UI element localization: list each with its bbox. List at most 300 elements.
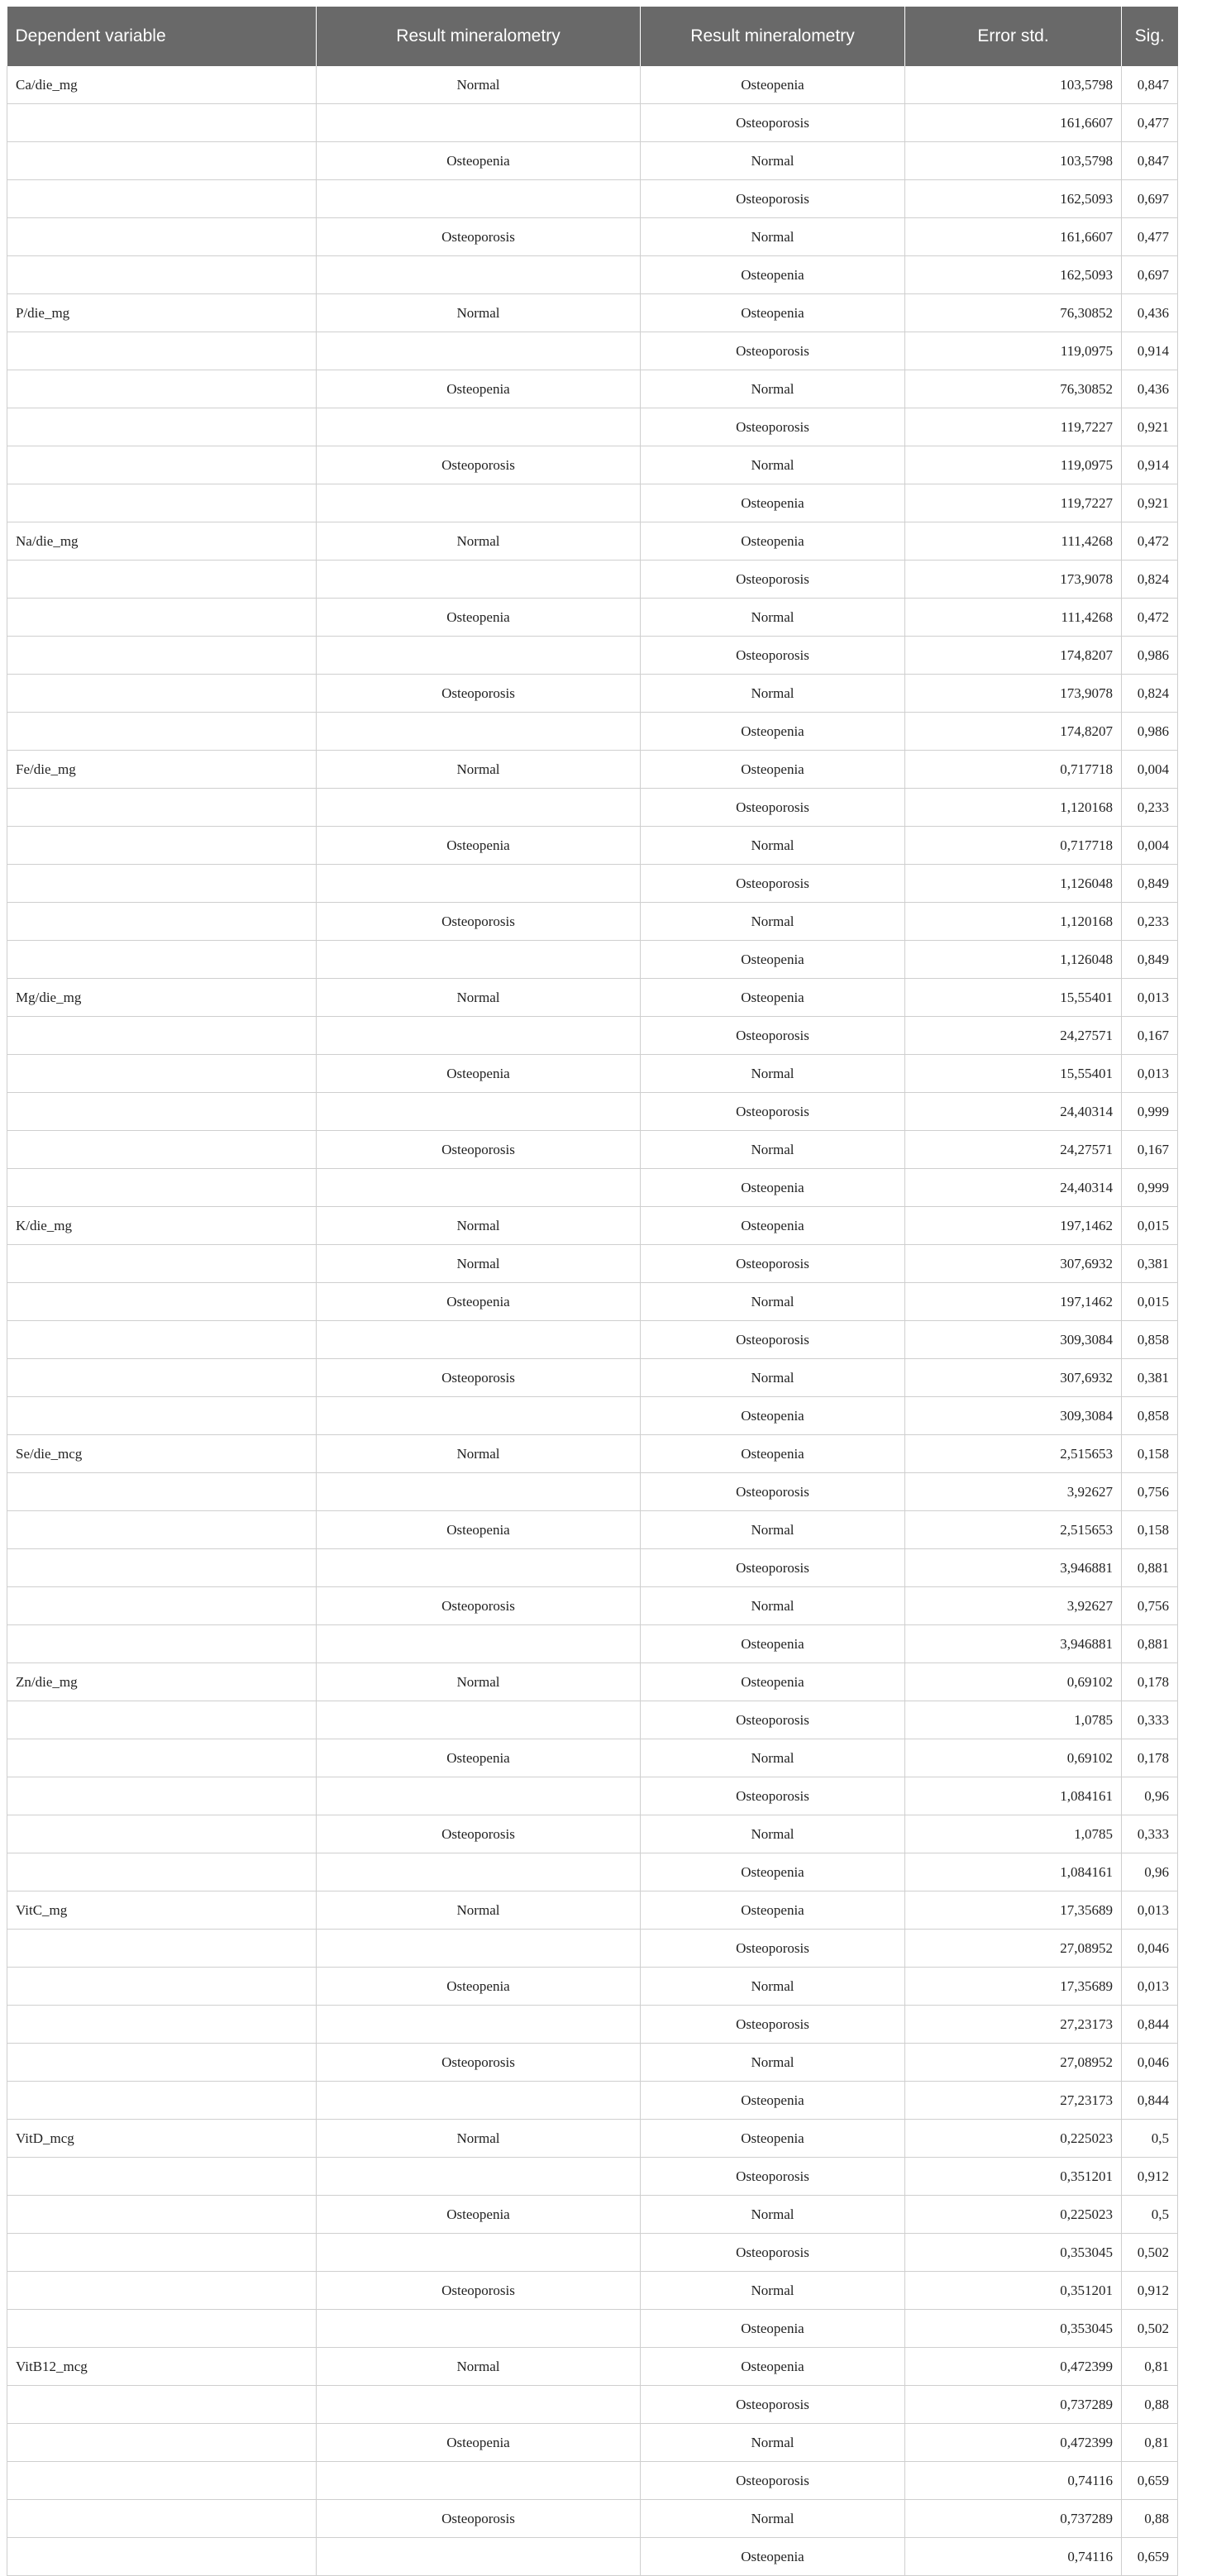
dependent-variable-cell [7,1511,317,1549]
table-row [7,2082,1178,2120]
sig-cell: 0,88 [1122,2500,1178,2538]
result-mineralometry-i-cell [317,408,641,446]
result-mineralometry-j-cell: Normal [641,1359,905,1397]
sig-cell: 0,472 [1122,599,1178,637]
sig-cell: 0,046 [1122,2044,1178,2082]
table-row [7,1930,1178,1968]
table-row [7,484,1178,522]
sig-cell: 0,013 [1122,1055,1178,1093]
result-mineralometry-j-cell: Osteoporosis [641,789,905,827]
result-mineralometry-j-cell: Normal [641,370,905,408]
result-mineralometry-j-cell: Normal [641,2044,905,2082]
sig-cell: 0,158 [1122,1511,1178,1549]
result-mineralometry-i-cell: Osteoporosis [317,1587,641,1625]
error-std-cell: 24,40314 [905,1093,1122,1131]
result-mineralometry-j-cell: Normal [641,2424,905,2462]
result-mineralometry-i-cell: Osteopenia [317,1968,641,2006]
sig-cell: 0,015 [1122,1207,1178,1245]
result-mineralometry-i-cell: Normal [317,1245,641,1283]
error-std-cell: 111,4268 [905,522,1122,561]
table-row [7,1321,1178,1359]
dependent-variable-cell: Se/die_mcg [7,1435,317,1473]
table-row [7,751,1178,789]
table-row [7,1739,1178,1777]
result-mineralometry-i-cell: Osteoporosis [317,446,641,484]
header-sig: Sig. [1122,7,1178,66]
result-mineralometry-j-cell: Normal [641,142,905,180]
table-row [7,1625,1178,1663]
table-row [7,142,1178,180]
table-row [7,1891,1178,1930]
result-mineralometry-i-cell: Osteoporosis [317,218,641,256]
result-mineralometry-j-cell: Normal [641,1739,905,1777]
table-row [7,1283,1178,1321]
result-mineralometry-j-cell: Normal [641,1131,905,1169]
result-mineralometry-i-cell: Osteoporosis [317,1815,641,1853]
result-mineralometry-i-cell: Normal [317,979,641,1017]
result-mineralometry-j-cell: Osteopenia [641,522,905,561]
error-std-cell: 0,69102 [905,1663,1122,1701]
table-row [7,1055,1178,1093]
result-mineralometry-j-cell: Normal [641,1511,905,1549]
result-mineralometry-i-cell [317,865,641,903]
table-row [7,789,1178,827]
error-std-cell: 173,9078 [905,675,1122,713]
table-row [7,1549,1178,1587]
sig-cell: 0,477 [1122,104,1178,142]
error-std-cell: 119,7227 [905,408,1122,446]
result-mineralometry-j-cell: Osteopenia [641,979,905,1017]
result-mineralometry-j-cell: Normal [641,903,905,941]
result-mineralometry-i-cell [317,256,641,294]
result-mineralometry-i-cell: Osteoporosis [317,1359,641,1397]
table-row [7,332,1178,370]
result-mineralometry-i-cell: Osteopenia [317,599,641,637]
result-mineralometry-j-cell: Normal [641,1587,905,1625]
sig-cell: 0,81 [1122,2424,1178,2462]
error-std-cell: 1,0785 [905,1701,1122,1739]
error-std-cell: 24,40314 [905,1169,1122,1207]
table-row [7,599,1178,637]
dependent-variable-cell [7,1359,317,1397]
sig-cell: 0,858 [1122,1397,1178,1435]
sig-cell: 0,824 [1122,561,1178,599]
dependent-variable-cell [7,1397,317,1435]
result-mineralometry-j-cell: Osteoporosis [641,2462,905,2500]
result-mineralometry-i-cell: Osteopenia [317,1283,641,1321]
sig-cell: 0,881 [1122,1625,1178,1663]
error-std-cell: 197,1462 [905,1283,1122,1321]
result-mineralometry-i-cell [317,789,641,827]
dependent-variable-cell [7,599,317,637]
result-mineralometry-j-cell: Normal [641,2272,905,2310]
error-std-cell: 0,74116 [905,2538,1122,2576]
sig-cell: 0,015 [1122,1283,1178,1321]
result-mineralometry-i-cell [317,1321,641,1359]
table-row [7,865,1178,903]
dependent-variable-cell [7,2272,317,2310]
result-mineralometry-j-cell: Osteopenia [641,484,905,522]
result-mineralometry-j-cell: Osteopenia [641,2310,905,2348]
sig-cell: 0,756 [1122,1587,1178,1625]
table-row [7,1511,1178,1549]
dependent-variable-cell [7,1131,317,1169]
dependent-variable-cell [7,408,317,446]
result-mineralometry-i-cell: Osteoporosis [317,903,641,941]
dependent-variable-cell [7,827,317,865]
table-row [7,2044,1178,2082]
sig-cell: 0,824 [1122,675,1178,713]
result-mineralometry-j-cell: Osteopenia [641,1207,905,1245]
dependent-variable-cell [7,2158,317,2196]
table-row [7,941,1178,979]
error-std-cell: 17,35689 [905,1968,1122,2006]
dependent-variable-cell [7,2234,317,2272]
result-mineralometry-j-cell: Osteopenia [641,713,905,751]
table-row [7,2272,1178,2310]
result-mineralometry-i-cell: Normal [317,2120,641,2158]
result-mineralometry-i-cell [317,713,641,751]
table-row [7,1093,1178,1131]
dependent-variable-cell [7,142,317,180]
dependent-variable-cell [7,2500,317,2538]
error-std-cell: 1,120168 [905,789,1122,827]
dependent-variable-cell [7,484,317,522]
sig-cell: 0,233 [1122,903,1178,941]
table-row [7,1207,1178,1245]
table-row [7,1663,1178,1701]
sig-cell: 0,178 [1122,1663,1178,1701]
error-std-cell: 0,74116 [905,2462,1122,2500]
result-mineralometry-j-cell: Osteopenia [641,1891,905,1930]
result-mineralometry-i-cell: Osteopenia [317,2196,641,2234]
dependent-variable-cell [7,1245,317,1283]
dependent-variable-cell: P/die_mg [7,294,317,332]
error-std-cell: 0,353045 [905,2310,1122,2348]
error-std-cell: 3,92627 [905,1587,1122,1625]
dependent-variable-cell [7,256,317,294]
sig-cell: 0,912 [1122,2272,1178,2310]
result-mineralometry-i-cell [317,1930,641,1968]
result-mineralometry-j-cell: Osteoporosis [641,408,905,446]
result-mineralometry-j-cell: Normal [641,2196,905,2234]
table-row [7,256,1178,294]
header-row [7,7,1178,66]
result-mineralometry-j-cell: Osteoporosis [641,1930,905,1968]
result-mineralometry-j-cell: Osteoporosis [641,1701,905,1739]
error-std-cell: 0,351201 [905,2158,1122,2196]
error-std-cell: 76,30852 [905,294,1122,332]
result-mineralometry-j-cell: Osteopenia [641,751,905,789]
result-mineralometry-i-cell: Osteopenia [317,827,641,865]
sig-cell: 0,96 [1122,1777,1178,1815]
dependent-variable-cell: Mg/die_mg [7,979,317,1017]
result-mineralometry-j-cell: Osteoporosis [641,1017,905,1055]
table-row [7,1359,1178,1397]
table-row [7,1853,1178,1891]
result-mineralometry-j-cell: Osteoporosis [641,561,905,599]
dependent-variable-cell [7,903,317,941]
table-row [7,2424,1178,2462]
sig-cell: 0,659 [1122,2538,1178,2576]
error-std-cell: 24,27571 [905,1017,1122,1055]
sig-cell: 0,849 [1122,941,1178,979]
result-mineralometry-i-cell: Normal [317,522,641,561]
result-mineralometry-i-cell [317,2082,641,2120]
dependent-variable-cell [7,2196,317,2234]
error-std-cell: 174,8207 [905,637,1122,675]
error-std-cell: 0,737289 [905,2386,1122,2424]
table-row [7,2500,1178,2538]
result-mineralometry-j-cell: Normal [641,675,905,713]
dependent-variable-cell [7,1968,317,2006]
dependent-variable-cell [7,637,317,675]
dependent-variable-cell [7,1169,317,1207]
dependent-variable-cell: VitC_mg [7,1891,317,1930]
result-mineralometry-j-cell: Osteopenia [641,2348,905,2386]
dependent-variable-cell [7,2386,317,2424]
error-std-cell: 162,5093 [905,180,1122,218]
dependent-variable-cell [7,1739,317,1777]
error-std-cell: 174,8207 [905,713,1122,751]
dependent-variable-cell [7,332,317,370]
result-mineralometry-i-cell [317,2310,641,2348]
dependent-variable-cell: Ca/die_mg [7,66,317,104]
sig-cell: 0,178 [1122,1739,1178,1777]
table-row [7,903,1178,941]
table-row [7,1131,1178,1169]
table-row [7,522,1178,561]
error-std-cell: 1,084161 [905,1777,1122,1815]
table-row [7,2120,1178,2158]
result-mineralometry-j-cell: Osteopenia [641,66,905,104]
sig-cell: 0,96 [1122,1853,1178,1891]
result-mineralometry-i-cell [317,180,641,218]
sig-cell: 0,697 [1122,256,1178,294]
dependent-variable-cell [7,1283,317,1321]
sig-cell: 0,436 [1122,370,1178,408]
error-std-cell: 3,92627 [905,1473,1122,1511]
sig-cell: 0,502 [1122,2310,1178,2348]
dependent-variable-cell [7,1853,317,1891]
dependent-variable-cell [7,2044,317,2082]
dependent-variable-cell [7,370,317,408]
table-row [7,1587,1178,1625]
sig-cell: 0,477 [1122,218,1178,256]
sig-cell: 0,921 [1122,408,1178,446]
sig-cell: 0,004 [1122,751,1178,789]
result-mineralometry-j-cell: Osteopenia [641,256,905,294]
result-mineralometry-i-cell [317,1549,641,1587]
result-mineralometry-i-cell: Normal [317,1435,641,1473]
sig-cell: 0,333 [1122,1701,1178,1739]
dependent-variable-cell [7,1549,317,1587]
sig-cell: 0,81 [1122,2348,1178,2386]
error-std-cell: 119,7227 [905,484,1122,522]
table-header [7,7,1178,66]
result-mineralometry-i-cell: Osteoporosis [317,675,641,713]
result-mineralometry-j-cell: Normal [641,1815,905,1853]
table-row [7,2538,1178,2576]
result-mineralometry-j-cell: Osteoporosis [641,865,905,903]
dependent-variable-cell [7,2538,317,2576]
error-std-cell: 0,717718 [905,751,1122,789]
error-std-cell: 161,6607 [905,218,1122,256]
result-mineralometry-j-cell: Osteoporosis [641,180,905,218]
table-row [7,2310,1178,2348]
sig-cell: 0,881 [1122,1549,1178,1587]
error-std-cell: 2,515653 [905,1435,1122,1473]
result-mineralometry-i-cell: Normal [317,2348,641,2386]
sig-cell: 0,912 [1122,2158,1178,2196]
sig-cell: 0,233 [1122,789,1178,827]
dependent-variable-cell [7,1473,317,1511]
table-row [7,294,1178,332]
result-mineralometry-i-cell [317,1777,641,1815]
result-mineralometry-i-cell [317,1397,641,1435]
sig-cell: 0,999 [1122,1169,1178,1207]
error-std-cell: 15,55401 [905,1055,1122,1093]
dependent-variable-cell [7,865,317,903]
dependent-variable-cell [7,2082,317,2120]
table-row [7,1777,1178,1815]
dependent-variable-cell [7,1815,317,1853]
error-std-cell: 0,472399 [905,2348,1122,2386]
table-row [7,2234,1178,2272]
result-mineralometry-i-cell [317,1853,641,1891]
table-row [7,2006,1178,2044]
result-mineralometry-j-cell: Normal [641,599,905,637]
sig-cell: 0,849 [1122,865,1178,903]
error-std-cell: 111,4268 [905,599,1122,637]
result-mineralometry-i-cell: Osteopenia [317,1739,641,1777]
error-std-cell: 27,08952 [905,2044,1122,2082]
result-mineralometry-i-cell [317,1093,641,1131]
result-mineralometry-i-cell [317,1169,641,1207]
sig-cell: 0,999 [1122,1093,1178,1131]
result-mineralometry-i-cell [317,332,641,370]
header-error-std: Error std. [905,7,1122,66]
result-mineralometry-i-cell [317,1701,641,1739]
sig-cell: 0,921 [1122,484,1178,522]
sig-cell: 0,381 [1122,1359,1178,1397]
result-mineralometry-i-cell [317,1473,641,1511]
result-mineralometry-i-cell: Normal [317,66,641,104]
error-std-cell: 27,23173 [905,2082,1122,2120]
sig-cell: 0,844 [1122,2006,1178,2044]
result-mineralometry-i-cell: Normal [317,751,641,789]
sig-cell: 0,697 [1122,180,1178,218]
sig-cell: 0,472 [1122,522,1178,561]
result-mineralometry-j-cell: Osteopenia [641,1169,905,1207]
table-row [7,2462,1178,2500]
result-mineralometry-j-cell: Osteopenia [641,1397,905,1435]
sig-cell: 0,986 [1122,637,1178,675]
error-std-cell: 3,946881 [905,1625,1122,1663]
error-std-cell: 2,515653 [905,1511,1122,1549]
table-row [7,66,1178,104]
dependent-variable-cell [7,675,317,713]
result-mineralometry-j-cell: Osteopenia [641,1625,905,1663]
table-row [7,1968,1178,2006]
table-row [7,1473,1178,1511]
result-mineralometry-i-cell: Normal [317,1891,641,1930]
table-row [7,1245,1178,1283]
sig-cell: 0,013 [1122,979,1178,1017]
table-row [7,2196,1178,2234]
error-std-cell: 162,5093 [905,256,1122,294]
result-mineralometry-i-cell: Osteoporosis [317,1131,641,1169]
header-result-mineralometry-2: Result mineralometry [641,7,905,66]
dependent-variable-cell [7,713,317,751]
result-mineralometry-i-cell [317,2158,641,2196]
dependent-variable-cell [7,1930,317,1968]
result-mineralometry-j-cell: Osteopenia [641,2538,905,2576]
error-std-cell: 103,5798 [905,66,1122,104]
result-mineralometry-i-cell [317,104,641,142]
error-std-cell: 1,120168 [905,903,1122,941]
result-mineralometry-i-cell: Osteopenia [317,1055,641,1093]
sig-cell: 0,013 [1122,1968,1178,2006]
dependent-variable-cell [7,104,317,142]
dependent-variable-cell [7,2006,317,2044]
error-std-cell: 0,69102 [905,1739,1122,1777]
dependent-variable-cell [7,180,317,218]
dependent-variable-cell [7,1587,317,1625]
error-std-cell: 17,35689 [905,1891,1122,1930]
result-mineralometry-i-cell: Normal [317,1207,641,1245]
dependent-variable-cell: VitB12_mcg [7,2348,317,2386]
result-mineralometry-j-cell: Osteoporosis [641,2006,905,2044]
error-std-cell: 27,23173 [905,2006,1122,2044]
result-mineralometry-i-cell [317,2006,641,2044]
result-mineralometry-i-cell [317,2462,641,2500]
result-mineralometry-i-cell [317,2386,641,2424]
error-std-cell: 1,0785 [905,1815,1122,1853]
error-std-cell: 307,6932 [905,1359,1122,1397]
result-mineralometry-j-cell: Osteoporosis [641,104,905,142]
sig-cell: 0,167 [1122,1131,1178,1169]
table-row [7,104,1178,142]
error-std-cell: 0,225023 [905,2196,1122,2234]
header-result-mineralometry-1: Result mineralometry [317,7,641,66]
sig-cell: 0,88 [1122,2386,1178,2424]
results-table [7,7,1178,2576]
sig-cell: 0,046 [1122,1930,1178,1968]
sig-cell: 0,333 [1122,1815,1178,1853]
sig-cell: 0,158 [1122,1435,1178,1473]
result-mineralometry-i-cell: Osteoporosis [317,2044,641,2082]
result-mineralometry-i-cell [317,637,641,675]
dependent-variable-cell [7,1055,317,1093]
table-row [7,446,1178,484]
table-row [7,1435,1178,1473]
error-std-cell: 1,126048 [905,865,1122,903]
error-std-cell: 1,084161 [905,1853,1122,1891]
dependent-variable-cell [7,1321,317,1359]
result-mineralometry-j-cell: Normal [641,218,905,256]
dependent-variable-cell [7,2424,317,2462]
result-mineralometry-j-cell: Osteoporosis [641,1245,905,1283]
result-mineralometry-j-cell: Osteoporosis [641,332,905,370]
result-mineralometry-i-cell: Normal [317,1663,641,1701]
table-row [7,1169,1178,1207]
error-std-cell: 3,946881 [905,1549,1122,1587]
table-row [7,408,1178,446]
error-std-cell: 307,6932 [905,1245,1122,1283]
sig-cell: 0,5 [1122,2196,1178,2234]
sig-cell: 0,847 [1122,142,1178,180]
